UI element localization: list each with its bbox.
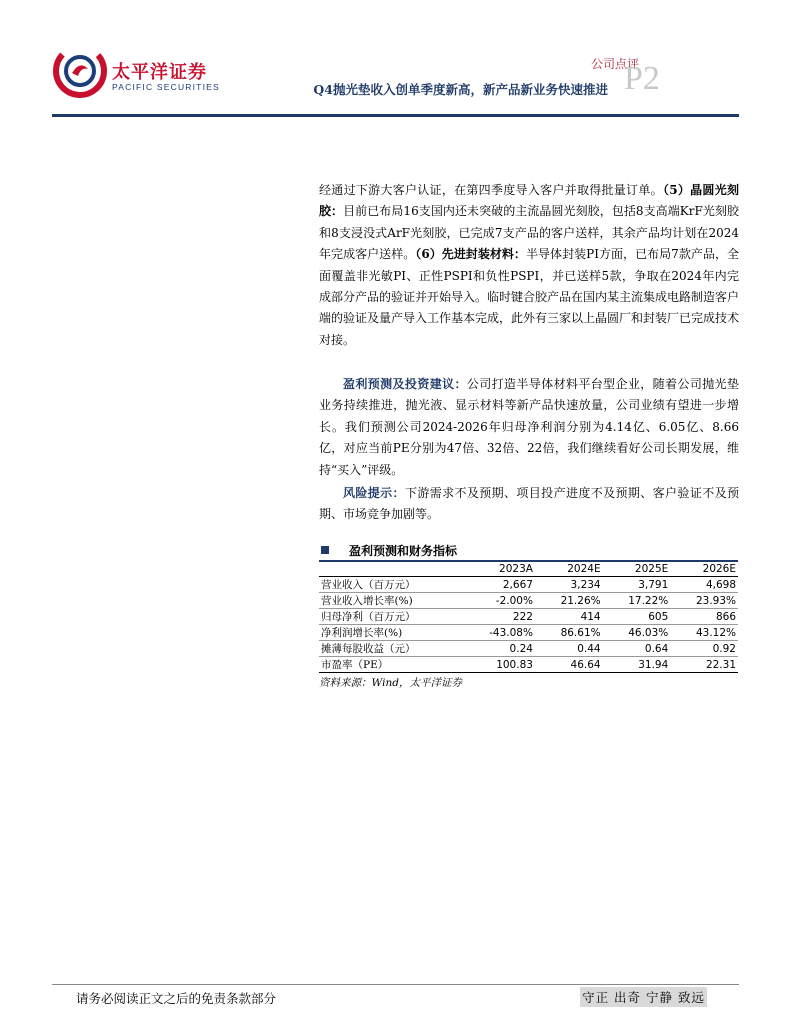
paragraph-text: 半导体封装PI方面，已布局7款产品，全面覆盖非光敏PI、正性PSPI和负性PSPI，并已送样5款，争取在2024年内完成部分产品的验证并开始导入。临时键合胶产品在国内某主流集成电路制造客户端的验证及量产导入工作基本完成，此外有三家以上晶圆厂和封装厂已完成技术对接。: [319, 247, 740, 347]
paragraph-product-progress: [319, 180, 739, 351]
value-cell: 4,698: [670, 577, 738, 593]
value-cell: 86.61%: [535, 625, 603, 641]
financial-table: [319, 562, 738, 673]
footer-disclaimer: 请务必阅读正文之后的免责条款部分: [76, 991, 277, 1006]
value-cell: -43.08%: [461, 625, 534, 641]
bullet-square-icon: [321, 546, 329, 554]
value-cell: 0.24: [461, 641, 534, 657]
table-header-cell: 2024E: [535, 562, 603, 577]
value-cell: 22.31: [670, 657, 738, 673]
value-cell: 21.26%: [535, 593, 603, 609]
section-label-photoresist: （5）晶圆光刻胶：: [319, 183, 739, 219]
financial-table-block: [319, 541, 738, 690]
page-number: P2: [624, 60, 660, 97]
table-header-cell: 2025E: [603, 562, 671, 577]
table-row: [319, 657, 738, 673]
paragraph-risk: [319, 483, 739, 526]
report-type-label: 公司点评: [590, 57, 639, 71]
row-label-cell: 营业收入增长率(%): [319, 593, 461, 609]
table-header-cell: [319, 562, 461, 577]
value-cell: 414: [535, 609, 603, 625]
paragraph-text: 下游需求不及预期、项目投产进度不及预期、客户验证不及预期、市场竞争加剧等。: [319, 486, 739, 522]
paragraph-text: 经通过下游大客户认证，在第四季度导入客户并取得批量订单。: [319, 183, 663, 197]
table-row: [319, 641, 738, 657]
value-cell: 0.64: [603, 641, 671, 657]
value-cell: 46.64: [535, 657, 603, 673]
table-title-text: 盈利预测和财务指标: [349, 544, 458, 558]
value-cell: 3,791: [603, 577, 671, 593]
value-cell: 0.44: [535, 641, 603, 657]
value-cell: 222: [461, 609, 534, 625]
row-label-cell: 营业收入（百万元）: [319, 577, 461, 593]
row-label-cell: 净利润增长率(%): [319, 625, 461, 641]
value-cell: 23.93%: [670, 593, 738, 609]
logo-text-cn: 太平洋证券: [112, 62, 207, 83]
company-logo: [50, 40, 220, 100]
table-header-cell: 2023A: [461, 562, 534, 577]
logo-text-en: PACIFIC SECURITIES: [112, 82, 220, 92]
row-label-cell: 摊薄每股收益（元）: [319, 641, 461, 657]
section-label-risk: 风险提示：: [343, 486, 405, 500]
row-label-cell: 市盈率（PE）: [319, 657, 461, 673]
table-header-row: [319, 562, 738, 577]
table-row: [319, 625, 738, 641]
report-headline: Q4抛光垫收入创单季度新高，新产品新业务快速推进: [313, 82, 608, 97]
table-title: [319, 541, 738, 560]
row-label-cell: 归母净利（百万元）: [319, 609, 461, 625]
header-divider: [52, 114, 739, 117]
section-label-packaging: （6）先进封装材料：: [415, 247, 526, 262]
value-cell: 2,667: [461, 577, 534, 593]
value-cell: 866: [670, 609, 738, 625]
table-row: [319, 577, 738, 593]
footer-divider: [52, 984, 739, 985]
paragraph-investment-advice: [319, 374, 739, 481]
value-cell: 605: [603, 609, 671, 625]
value-cell: 46.03%: [603, 625, 671, 641]
table-header-cell: 2026E: [670, 562, 738, 577]
value-cell: 31.94: [603, 657, 671, 673]
paragraph-text: 公司打造半导体材料平台型企业，随着公司抛光垫业务持续推进，抛光液、显示材料等新产品快速放量，公司业绩有望进一步增长。我们预测公司2024-2026年归母净利润分别为4.14亿、6.05亿、8.66亿，对应当前PE分别为47倍、32倍、22倍，我们继续看好公司长期发展，维持“买入”评级。: [319, 377, 739, 477]
section-label-forecast: 盈利预测及投资建议：: [343, 377, 467, 391]
value-cell: 100.83: [461, 657, 534, 673]
value-cell: -2.00%: [461, 593, 534, 609]
paragraph-text: 目前已布局16支国内还未突破的主流晶圆光刻胶，包括8支高端KrF光刻胶和8支浸没式ArF光刻胶，已完成7支产品的客户送样，其余产品均计划在2024年完成客户送样。: [319, 204, 739, 262]
value-cell: 43.12%: [670, 625, 738, 641]
value-cell: 0.92: [670, 641, 738, 657]
footer-motto: 守正 出奇 宁静 致远: [580, 987, 707, 1007]
value-cell: 3,234: [535, 577, 603, 593]
logo-mark-icon: [50, 40, 108, 100]
value-cell: 17.22%: [603, 593, 671, 609]
table-row: [319, 609, 738, 625]
table-source-note: 资料来源：Wind，太平洋证券: [319, 677, 462, 689]
table-row: [319, 593, 738, 609]
